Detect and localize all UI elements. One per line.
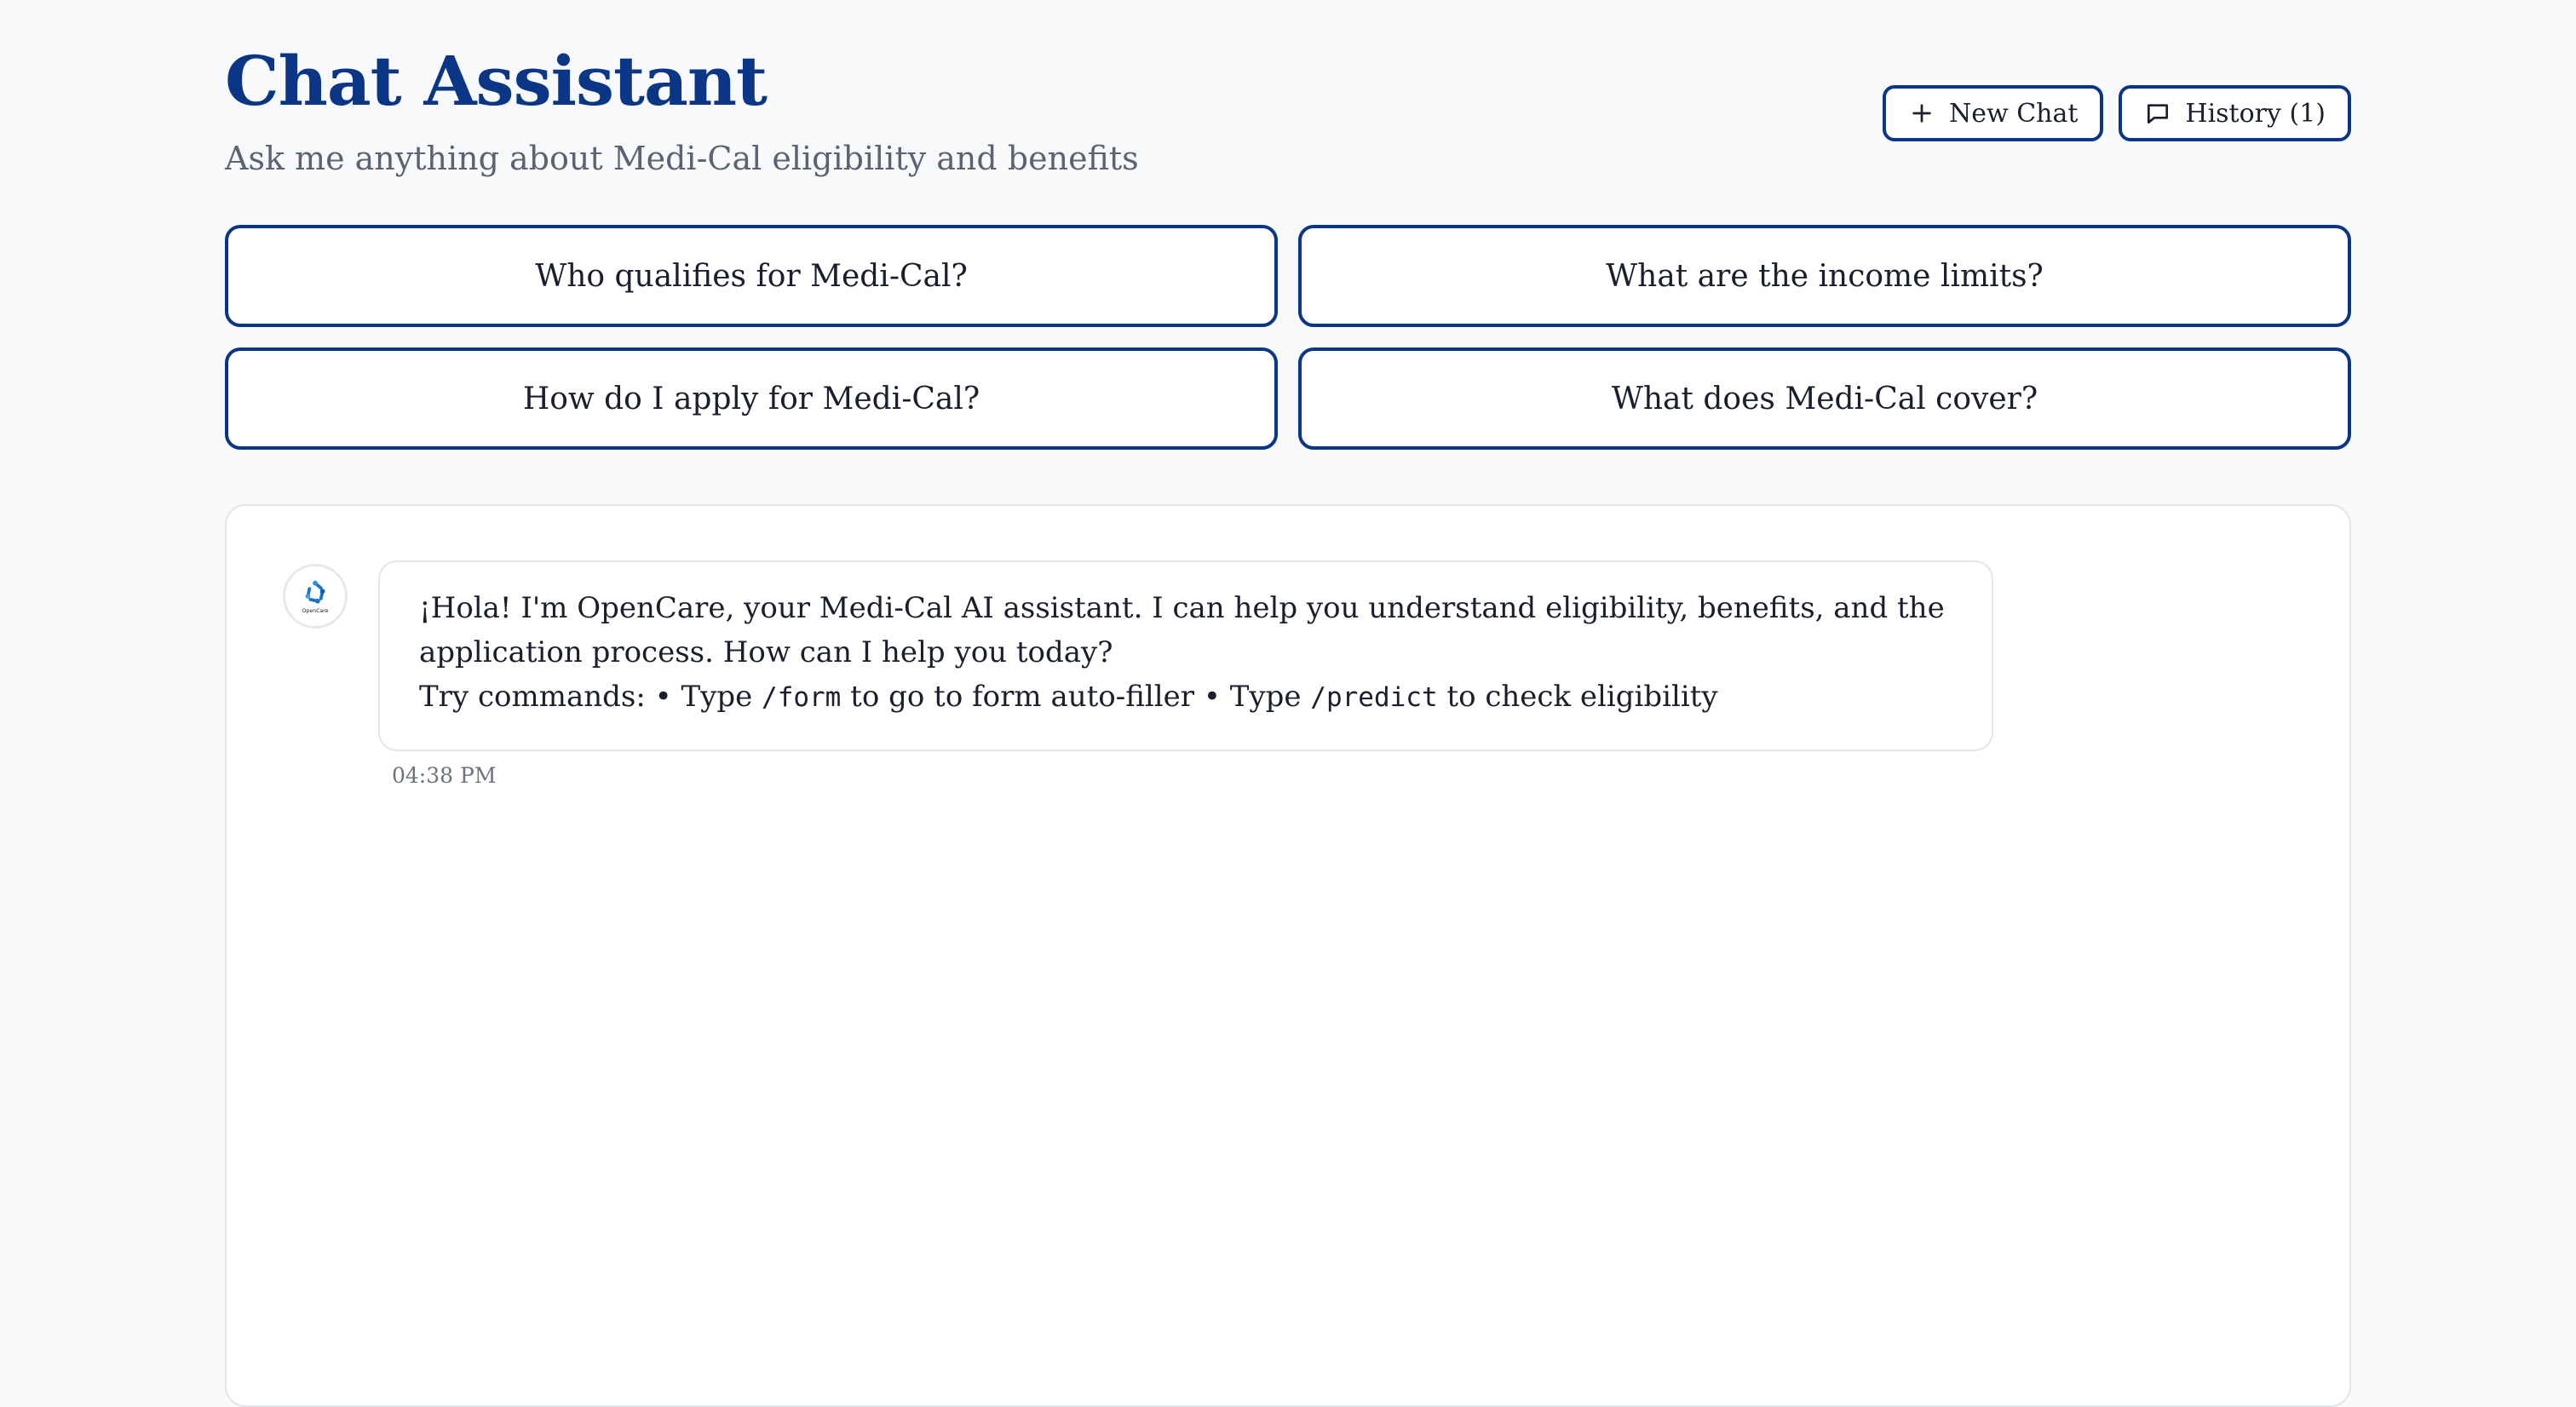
command-form-desc: to go to form auto-filler • Type — [850, 680, 1302, 714]
chat-messages-panel[interactable] — [225, 504, 2351, 1407]
opencare-logo-text: OpenCare — [302, 608, 329, 615]
command-predict-desc: to check eligibility — [1446, 680, 1718, 714]
command-predict: /predict — [1310, 682, 1438, 713]
plus-icon — [1908, 100, 1935, 127]
assistant-avatar — [283, 564, 348, 629]
page-header — [225, 0, 2351, 204]
suggestion-coverage[interactable]: What does Medi-Cal cover? — [1298, 347, 2351, 450]
suggestion-income-limits[interactable]: What are the income limits? — [1298, 225, 2351, 327]
history-label: History (1) — [2185, 98, 2326, 129]
opencare-logo — [296, 577, 335, 616]
commands-prefix: Try commands: • Type — [419, 680, 753, 714]
assistant-message — [378, 560, 1993, 751]
new-chat-label: New Chat — [1948, 98, 2079, 129]
suggestion-who-qualifies[interactable]: Who qualifies for Medi-Cal? — [225, 225, 1278, 327]
message-commands — [419, 675, 1952, 720]
chat-assistant-page — [225, 0, 2351, 1349]
new-chat-button[interactable] — [1883, 85, 2103, 141]
chat-bubble-icon — [2144, 100, 2171, 127]
command-form: /form — [762, 682, 842, 713]
page-subtitle: Ask me anything about Medi-Cal eligibility and benefits — [225, 140, 1139, 177]
suggestion-how-to-apply[interactable]: How do I apply for Medi-Cal? — [225, 347, 1278, 450]
suggested-questions — [225, 225, 2351, 450]
history-button[interactable] — [2119, 85, 2351, 141]
header-actions — [1883, 85, 2351, 141]
page-title: Chat Assistant — [225, 41, 767, 121]
message-intro: ¡Hola! I'm OpenCare, your Medi-Cal AI assistant. I can help you understand eligibility, benefits, and the application process. How can I help you today? — [419, 591, 1945, 669]
message-timestamp: 04:38 PM — [392, 763, 497, 788]
